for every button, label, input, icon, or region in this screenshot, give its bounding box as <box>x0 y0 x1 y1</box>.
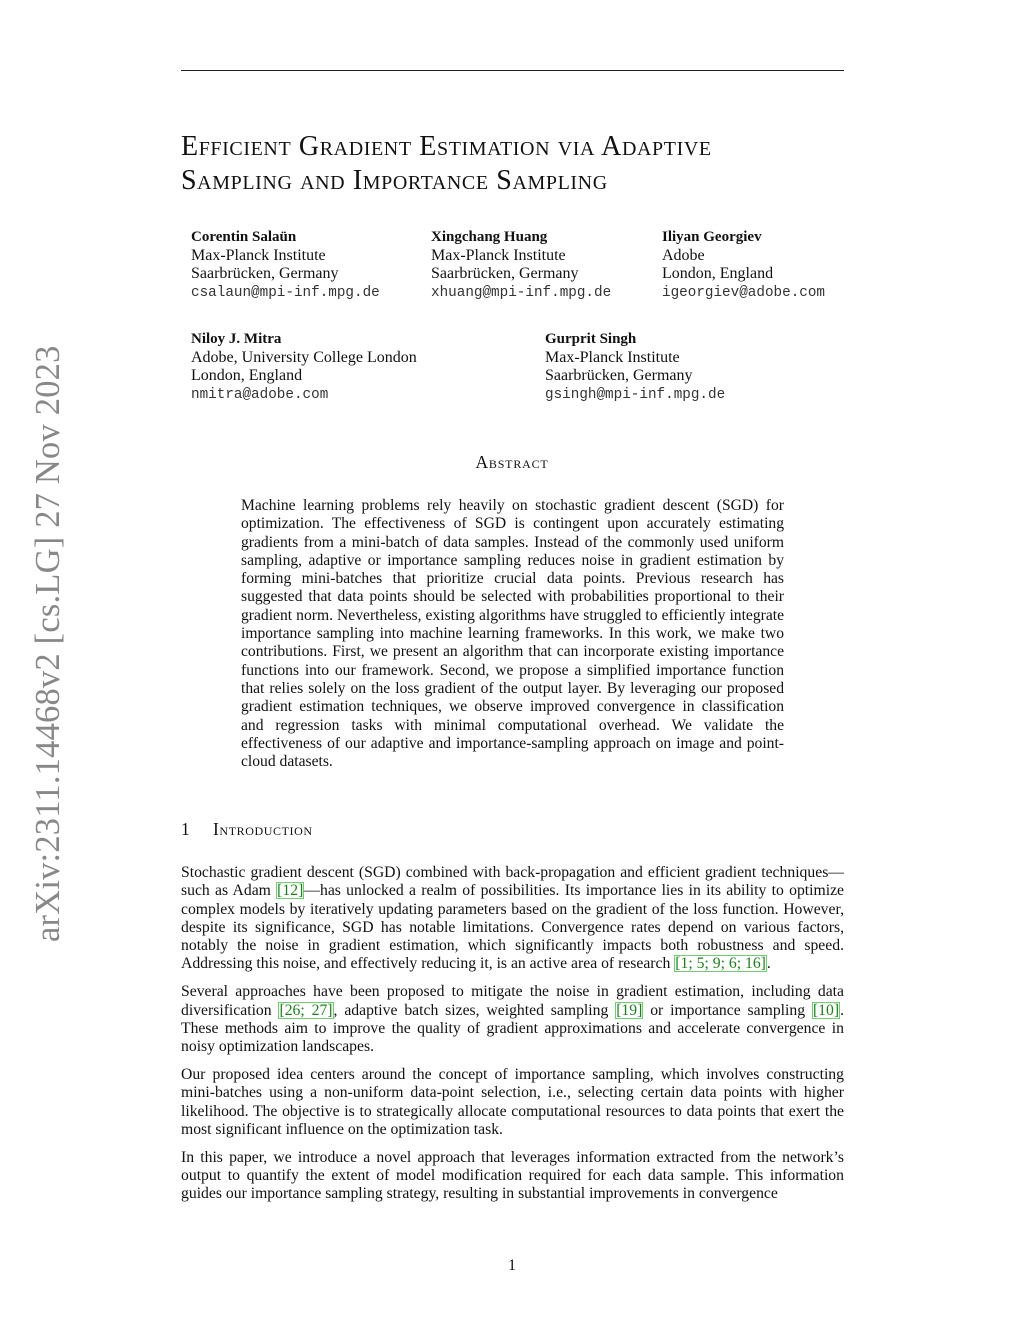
abstract-heading: Abstract <box>475 452 549 472</box>
title-line-1: Efficient Gradient Estimation via Adaptive <box>181 131 712 162</box>
author-email[interactable]: nmitra@adobe.com <box>191 386 329 403</box>
paragraph <box>181 864 844 974</box>
section-title: Introduction <box>213 819 313 839</box>
citation-link[interactable]: [12] <box>277 882 304 900</box>
author-block <box>545 330 725 404</box>
author-location: Saarbrücken, Germany <box>431 265 579 282</box>
author-name: Corentin Salaün <box>191 229 297 245</box>
introduction-body <box>181 864 844 1213</box>
citation-link[interactable]: [26; 27] <box>279 1001 333 1019</box>
author-location: Saarbrücken, Germany <box>191 265 339 282</box>
header-rule <box>181 70 844 71</box>
author-email[interactable]: gsingh@mpi-inf.mpg.de <box>545 386 726 403</box>
citation-link[interactable]: [1; 5; 9; 6; 16] <box>675 955 766 973</box>
text-run: or importance sampling <box>643 1001 812 1019</box>
citation-link[interactable]: [10] <box>812 1001 840 1019</box>
page-number: 1 <box>508 1257 516 1274</box>
author-block <box>191 330 417 404</box>
author-location: London, England <box>191 367 303 384</box>
paragraph: In this paper, we introduce a novel approach that leverages information extracted from the network’s output to quantify the extent of model modification required for each data sample. This information guides our importance sampling strategy, resulting in substantial improvements in convergence <box>181 1148 844 1203</box>
author-name: Gurprit Singh <box>545 331 637 347</box>
author-location: London, England <box>662 265 774 282</box>
author-affiliation: Adobe <box>662 246 705 264</box>
author-location: Saarbrücken, Germany <box>545 367 693 384</box>
author-name: Iliyan Georgiev <box>662 229 762 245</box>
author-name: Niloy J. Mitra <box>191 331 282 347</box>
text-run: —has unlocked a realm of possibilities. Its importance lies in its ability to optimize complex models by iteratively updating parameters based on the gradient of the loss function. However, despite its significance, SGD has notable limitations. Convergence rates depend on various factors, notably the noise in gradient estimation, which significantly impacts both robustness and speed. Addressing this noise, and effectively reducing it, is an active area of research <box>181 882 844 973</box>
author-email[interactable]: xhuang@mpi-inf.mpg.de <box>431 284 612 301</box>
author-block <box>191 228 380 302</box>
author-block <box>662 228 825 302</box>
author-name: Xingchang Huang <box>431 229 548 245</box>
author-affiliation: Max-Planck Institute <box>545 348 680 366</box>
author-affiliation: Max-Planck Institute <box>191 246 326 264</box>
section-heading <box>181 819 313 840</box>
arxiv-identifier[interactable]: arXiv:2311.14468v2 [cs.LG] 27 Nov 2023 <box>29 345 67 942</box>
text-run: , adaptive batch sizes, weighted sampling <box>333 1001 616 1019</box>
author-email[interactable]: csalaun@mpi-inf.mpg.de <box>191 284 380 301</box>
text-run: Several approaches have been proposed to mitigate the noise in gradient estimation, including data diversification <box>181 983 844 1019</box>
paper-title <box>181 130 861 198</box>
text-run: . <box>766 955 771 973</box>
text-run: Stochastic gradient descent (SGD) combined with back-propagation and efficient gradient techniques—such as Adam <box>181 864 844 900</box>
text-run: . These methods aim to improve the quality of gradient approximations and accelerate convergence in noisy optimization landscapes. <box>181 1001 844 1056</box>
author-affiliation: Max-Planck Institute <box>431 246 566 264</box>
author-block <box>431 228 611 302</box>
author-affiliation: Adobe, University College London <box>191 348 417 366</box>
paragraph <box>181 983 844 1056</box>
abstract-text: Machine learning problems rely heavily on stochastic gradient descent (SGD) for optimization. The effectiveness of SGD is contingent upon accurately estimating gradients from a mini-batch of data samples. Instead of the commonly used uniform sampling, adaptive or importance sampling reduces noise in gradient estimation by forming mini-batches that prioritize crucial data points. Previous research has suggested that data points should be selected with probabilities proportional to their gradient norm. Nevertheless, existing algorithms have struggled to efficiently integrate importance sampling into machine learning frameworks. In this work, we make two contributions. First, we present an algorithm that can incorporate existing importance functions into our framework. Second, we propose a simplified importance function that relies solely on the loss gradient of the output layer. By leveraging our proposed gradient estimation techniques, we observe improved convergence in classification and regression tasks with minimal computational overhead. We validate the effectiveness of our adaptive and importance-sampling approach on image and point-cloud datasets. <box>241 497 784 771</box>
section-number: 1 <box>181 819 191 839</box>
author-email[interactable]: igeorgiev@adobe.com <box>662 284 826 301</box>
citation-link[interactable]: [19] <box>616 1001 643 1019</box>
paragraph: Our proposed idea centers around the concept of importance sampling, which involves constructing mini-batches using a non-uniform data-point selection, i.e., selecting certain data points with higher likelihood. The objective is to strategically allocate computational resources to data points that exert the most significant influence on the optimization task. <box>181 1065 844 1138</box>
title-line-2: Sampling and Importance Sampling <box>181 165 608 196</box>
